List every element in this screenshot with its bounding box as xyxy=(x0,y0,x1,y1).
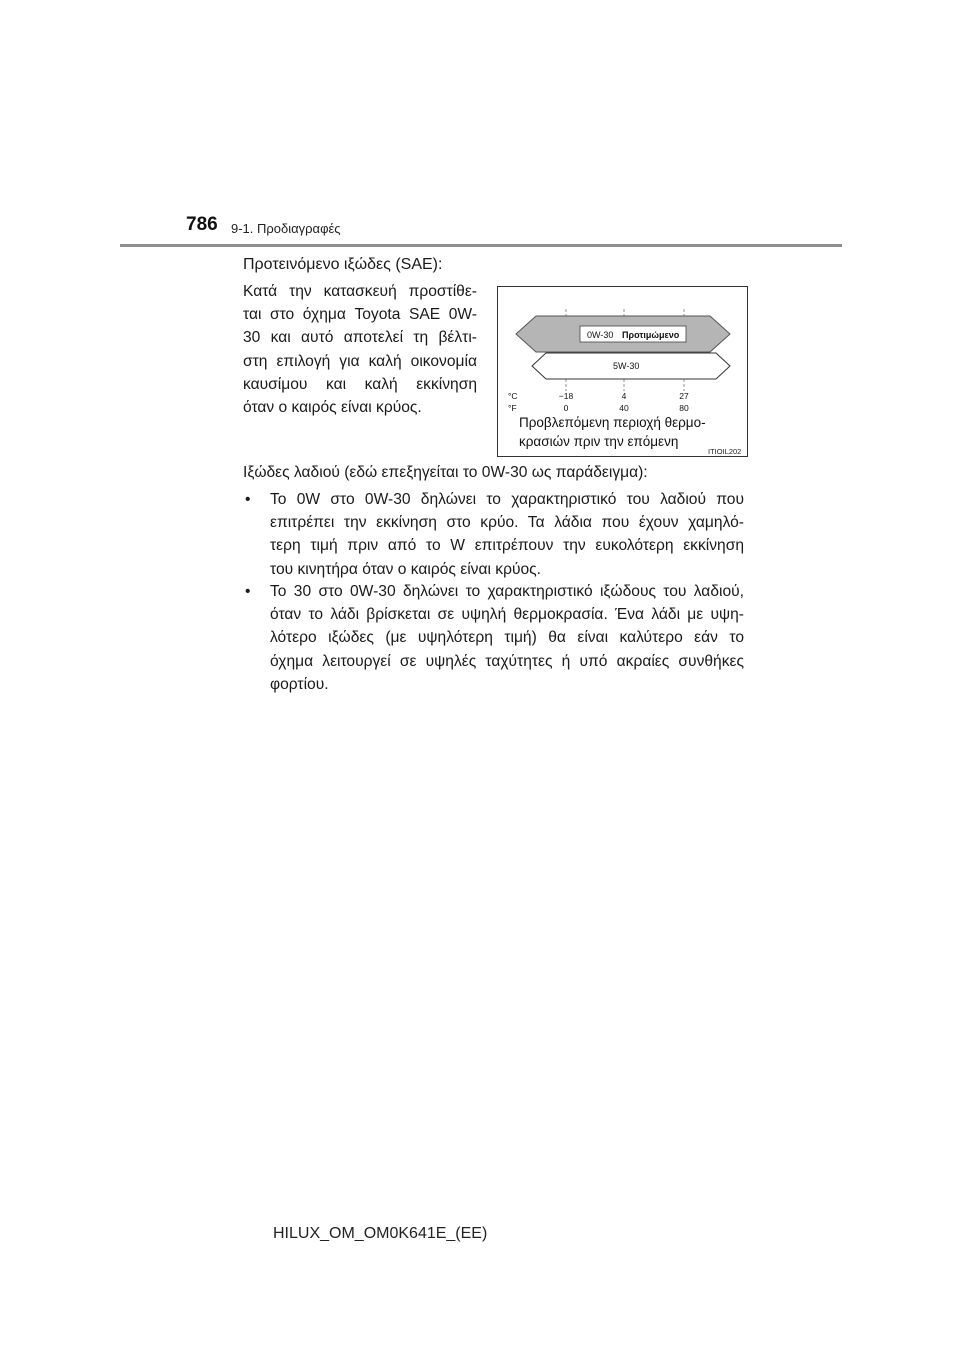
preferred-grade-label: 0W-30 xyxy=(587,330,614,340)
section-title: 9-1. Προδιαγραφές xyxy=(231,221,341,236)
fahrenheit-unit: °F xyxy=(508,403,517,413)
celsius-tick: 27 xyxy=(679,391,689,401)
intro-line: στη επιλογή για καλή οικονομία xyxy=(243,352,477,370)
intro-paragraph xyxy=(243,280,477,419)
bullet-line: Το 0W στο 0W-30 δηλώνει το χαρακτηριστικό του λαδιού που xyxy=(270,491,744,508)
fahrenheit-tick: 80 xyxy=(679,403,689,413)
bullet-item xyxy=(243,580,744,696)
viscosity-intro: Ιξώδες λαδιού (εδώ επεξηγείται το 0W-30 ως παράδειγμα): xyxy=(243,464,648,481)
figure-caption-line: Προβλεπόμενη περιοχή θερμο- xyxy=(519,415,706,430)
bullet-line: επιτρέπει την εκκίνηση στο κρύο. Τα λάδια που έχουν χαμηλό- xyxy=(270,514,744,532)
bullet-line: Το 30 στο 0W-30 δηλώνει το χαρακτηριστικό ιξώδους του λαδιού, xyxy=(270,583,744,600)
header-divider xyxy=(120,244,842,247)
fahrenheit-tick: 0 xyxy=(563,403,569,413)
figure-caption-line: κρασιών πριν την επόμενη xyxy=(519,434,679,449)
bullet-symbol: • xyxy=(245,491,251,508)
intro-line: Κατά την κατασκευή προστίθε- xyxy=(243,283,477,300)
intro-line: όταν ο καιρός είναι κρύος. xyxy=(243,399,422,417)
figure-caption xyxy=(519,413,706,451)
fahrenheit-tick: 40 xyxy=(619,403,629,413)
celsius-tick: 4 xyxy=(621,391,627,401)
document-code-footer: HILUX_OM_OM0K641E_(EE) xyxy=(273,1225,488,1242)
bullet-line: λότερο ιξώδες (με υψηλότερη τιμή) θα είναι καλύτερο εάν το xyxy=(270,629,744,647)
bullet-line: φορτίου. xyxy=(270,675,329,693)
intro-line: ται στο όχημα Toyota SAE 0W- xyxy=(243,306,477,324)
bullet-line: του κινητήρα όταν ο καιρός είναι κρύος. xyxy=(270,560,542,578)
page-number: 786 xyxy=(186,214,218,235)
intro-line: 30 και αυτό αποτελεί τη βέλτι- xyxy=(243,329,477,347)
bullet-symbol: • xyxy=(245,583,251,600)
celsius-tick: −18 xyxy=(558,391,574,401)
preferred-label: Προτιμώμενο xyxy=(622,330,680,340)
bullet-item xyxy=(243,488,744,581)
bullet-line: όταν το λάδι βρίσκεται σε υψηλή θερμοκρασία. Ένα λάδι με υψη- xyxy=(270,606,744,624)
bullet-line: τερη τιμή πριν από το W επιτρέπουν την ευκολότερη εκκίνηση xyxy=(270,537,744,555)
figure-code: ITIOIL202 xyxy=(708,447,742,456)
bullet-line: όχημα λειτουργεί σε υψηλές ταχύτητες ή υπό ακραίες συνθήκες xyxy=(270,652,744,670)
intro-line: καυσίμου και καλή εκκίνηση xyxy=(243,375,477,393)
recommended-viscosity-heading: Προτεινόμενο ιξώδες (SAE): xyxy=(243,256,443,273)
celsius-unit: °C xyxy=(508,391,518,401)
second-grade-label: 5W-30 xyxy=(613,361,640,371)
